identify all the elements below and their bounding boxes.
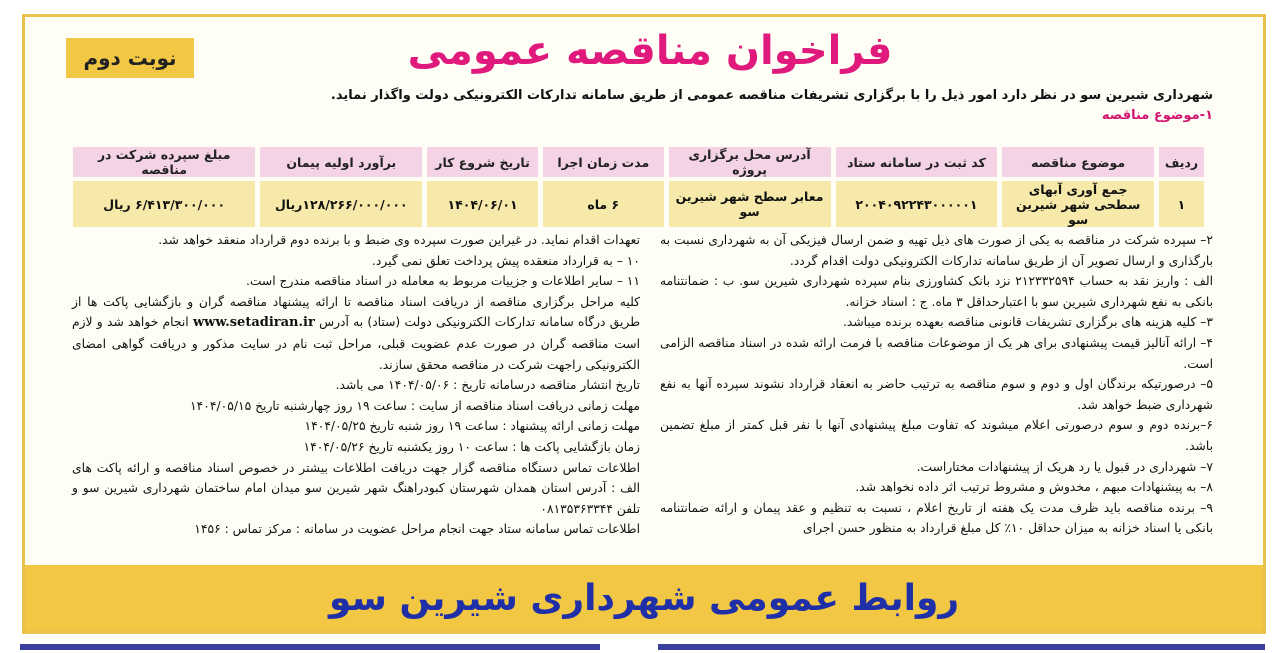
process-note-continued: انجام خواهد شد و لازم است مناقصه گران در صورت عدم عضویت قبلی، مراحل ثبت نام در سایت مذکور و دریافت گواهی امضای الکترونیکی راجهت شرکت در مناقصه محقق سازند. [72,315,640,372]
bid-deadline: مهلت زمانی ارائه پیشنهاد : ساعت ۱۹ روز شنبه تاریخ ۱۴۰۴/۰۵/۲۵ [304,419,640,434]
clause-5: ۵– درصورتیکه برندگان اول و دوم و سوم مناقصه به ترتیب حاضر به انعقاد قرارداد نشوند سپرده آنها به نفع شهرداری ضبط خواهد شد. [660,377,1213,412]
process-note [72,292,640,375]
table-row [73,181,1204,227]
clause-2-options: الف : واریز نقد به حساب ۲۱۲۳۳۲۵۹۴ نزد بانک کشاورزی بنام سپرده شهرداری شیرین سو. ب : ضمانتنامه بانکی به نفع شهرداری شیرین سو با اعتبارحداقل ۳ ماه. ج : اسناد خزانه. [660,274,1213,309]
header-setad-code: کد ثبت در سامانه ستاد [836,147,998,177]
clause-2: ۲– سپرده شرکت در مناقصه به یکی از صورت های ذیل تهیه و ضمن ارسال فیزیکی آن به شهرداری نسبت به بارگذاری و ارسال تصویر آن از طریق سامانه تدارکات الکترونیکی دولت اقدام گردد. [660,233,1213,268]
header-subject: موضوع مناقصه [1002,147,1154,177]
cell-subject: جمع آوری آبهای سطحی شهر شیرین سو [1002,181,1154,227]
table-header-row [73,147,1204,177]
cell-row-number: ۱ [1159,181,1204,227]
bottom-rule-right [658,644,1265,650]
clause-10: ۱۰ – به قرارداد منعقده پیش پرداخت تعلق نمی گیرد. [371,253,640,268]
clause-8: ۸– به پیشنهادات مبهم ، مخدوش و مشروط ترتیب اثر داده نخواهد شد. [855,480,1213,495]
clause-6: ۶–برنده دوم و سوم درصورتی اعلام میشوند که تفاوت مبلغ پیشنهادی آنها با نفر قبل کمتر از مبلغ تضمین باشد. [660,418,1213,453]
clause-7: ۷– شهرداری در قبول یا رد هریک از پیشنهادات مختاراست. [916,459,1213,474]
clause-4: ۴– ارائه آنالیز قیمت پیشنهادی برای هر یک از موضوعات مناقصه با فرمت ارائه شده در اسناد مناقصه الزامی است. [660,335,1213,371]
clause-9: ۹– برنده مناقصه باید ظرف مدت یک هفته از تاریخ اعلام ، نسبت به تنظیم و عقد پیمان و ارائه ضمانتنامه بانکی یا اسناد خزانه به میزان حداقل ۱۰٪ کل مبلغ قرارداد به منظور حسن اجرای [660,500,1213,536]
header-project-address: آدرس محل برگزاری پروژه [669,147,831,177]
clause-3: ۳– کلیه هزینه های برگزاری تشریفات قانونی مناقصه بعهده برنده میباشد. [842,315,1213,330]
setad-website-link[interactable]: www.setadiran.ir [192,315,315,331]
header-start-date: تاریخ شروع کار [427,147,538,177]
round-badge: نوبت دوم [66,38,194,78]
clause-11: ۱۱ – سایر اطلاعات و جزییات مربوط به معامله در اسناد مناقصه مندرج است. [245,274,640,289]
cell-duration: ۶ ماه [543,181,664,227]
header-duration: مدت زمان اجرا [543,147,664,177]
conditions-left-column [72,230,640,540]
subject-heading: ۱-موضوع مناقصه [1101,108,1213,123]
cell-setad-code: ۲۰۰۴۰۹۲۲۴۳۰۰۰۰۰۱ [836,181,998,227]
header-deposit: مبلغ سپرده شرکت در مناقصه [73,147,255,177]
clause-9-continued: تعهدات اقدام نماید. در غیراین صورت سپرده وی ضبط و با برنده دوم قرارداد منعقد خواهد شد. [158,233,640,247]
intro-text: شهرداری شیرین سو در نظر دارد امور ذیل را با برگزاری تشریفات مناقصه عمومی از طریق سامانه تدارکات الکترونیکی دولت واگذار نماید. [330,88,1213,103]
cell-deposit: ۶/۴۱۳/۳۰۰/۰۰۰ ریال [73,181,255,227]
tender-table [68,143,1209,231]
publish-date: تاریخ انتشار مناقصه درسامانه تاریخ : ۱۴۰۴/۰۵/۰۶ می باشد. [335,378,640,393]
cell-start-date: ۱۴۰۴/۰۶/۰۱ [427,181,538,227]
header-row-number: ردیف [1159,147,1204,177]
setad-contact: اطلاعات تماس سامانه ستاد جهت انجام مراحل عضویت در سامانه : مرکز تماس : ۱۴۵۶ [194,522,640,537]
conditions-right-column [660,230,1213,539]
header-estimate: برآورد اولیه پیمان [260,147,422,177]
page-title: فراخوان مناقصه عمومی [407,28,893,74]
contact-info: اطلاعات تماس دستگاه مناقصه گزار جهت دریافت اطلاعات بیشتر در خصوص اسناد مناقصه و ارائه پاکت های الف : آدرس استان همدان شهرستان کبودراهنگ شهر شیرین سو میدان امام ساختمان شهرداری شیرین سو و تلفن ۰۸۱۳۵۳۶۳۳۴۴ [72,460,640,516]
cell-estimate: ۱۲۸/۲۶۶/۰۰۰/۰۰۰ریال [260,181,422,227]
footer-band [25,565,1263,631]
docs-deadline: مهلت زمانی دریافت اسناد مناقصه از سایت : ساعت ۱۹ روز چهارشنبه تاریخ ۱۴۰۴/۰۵/۱۵ [190,398,640,413]
bottom-rule-left [20,644,600,650]
footer-text: روابط عمومی شهرداری شیرین سو [328,577,960,619]
cell-project-address: معابر سطح شهر شیرین سو [669,181,831,227]
process-note-text: کلیه مراحل برگزاری مناقصه از دریافت اسناد مناقصه تا ارائه پیشنهاد مناقصه گران و بازگشایی پاکت ها از طریق درگاه سامانه تدارکات الکترونیکی دولت (ستاد) به آدرس [72,294,640,330]
opening-date: زمان بازگشایی پاکت ها : ساعت ۱۰ روز یکشنبه تاریخ ۱۴۰۴/۰۵/۲۶ [303,439,640,454]
